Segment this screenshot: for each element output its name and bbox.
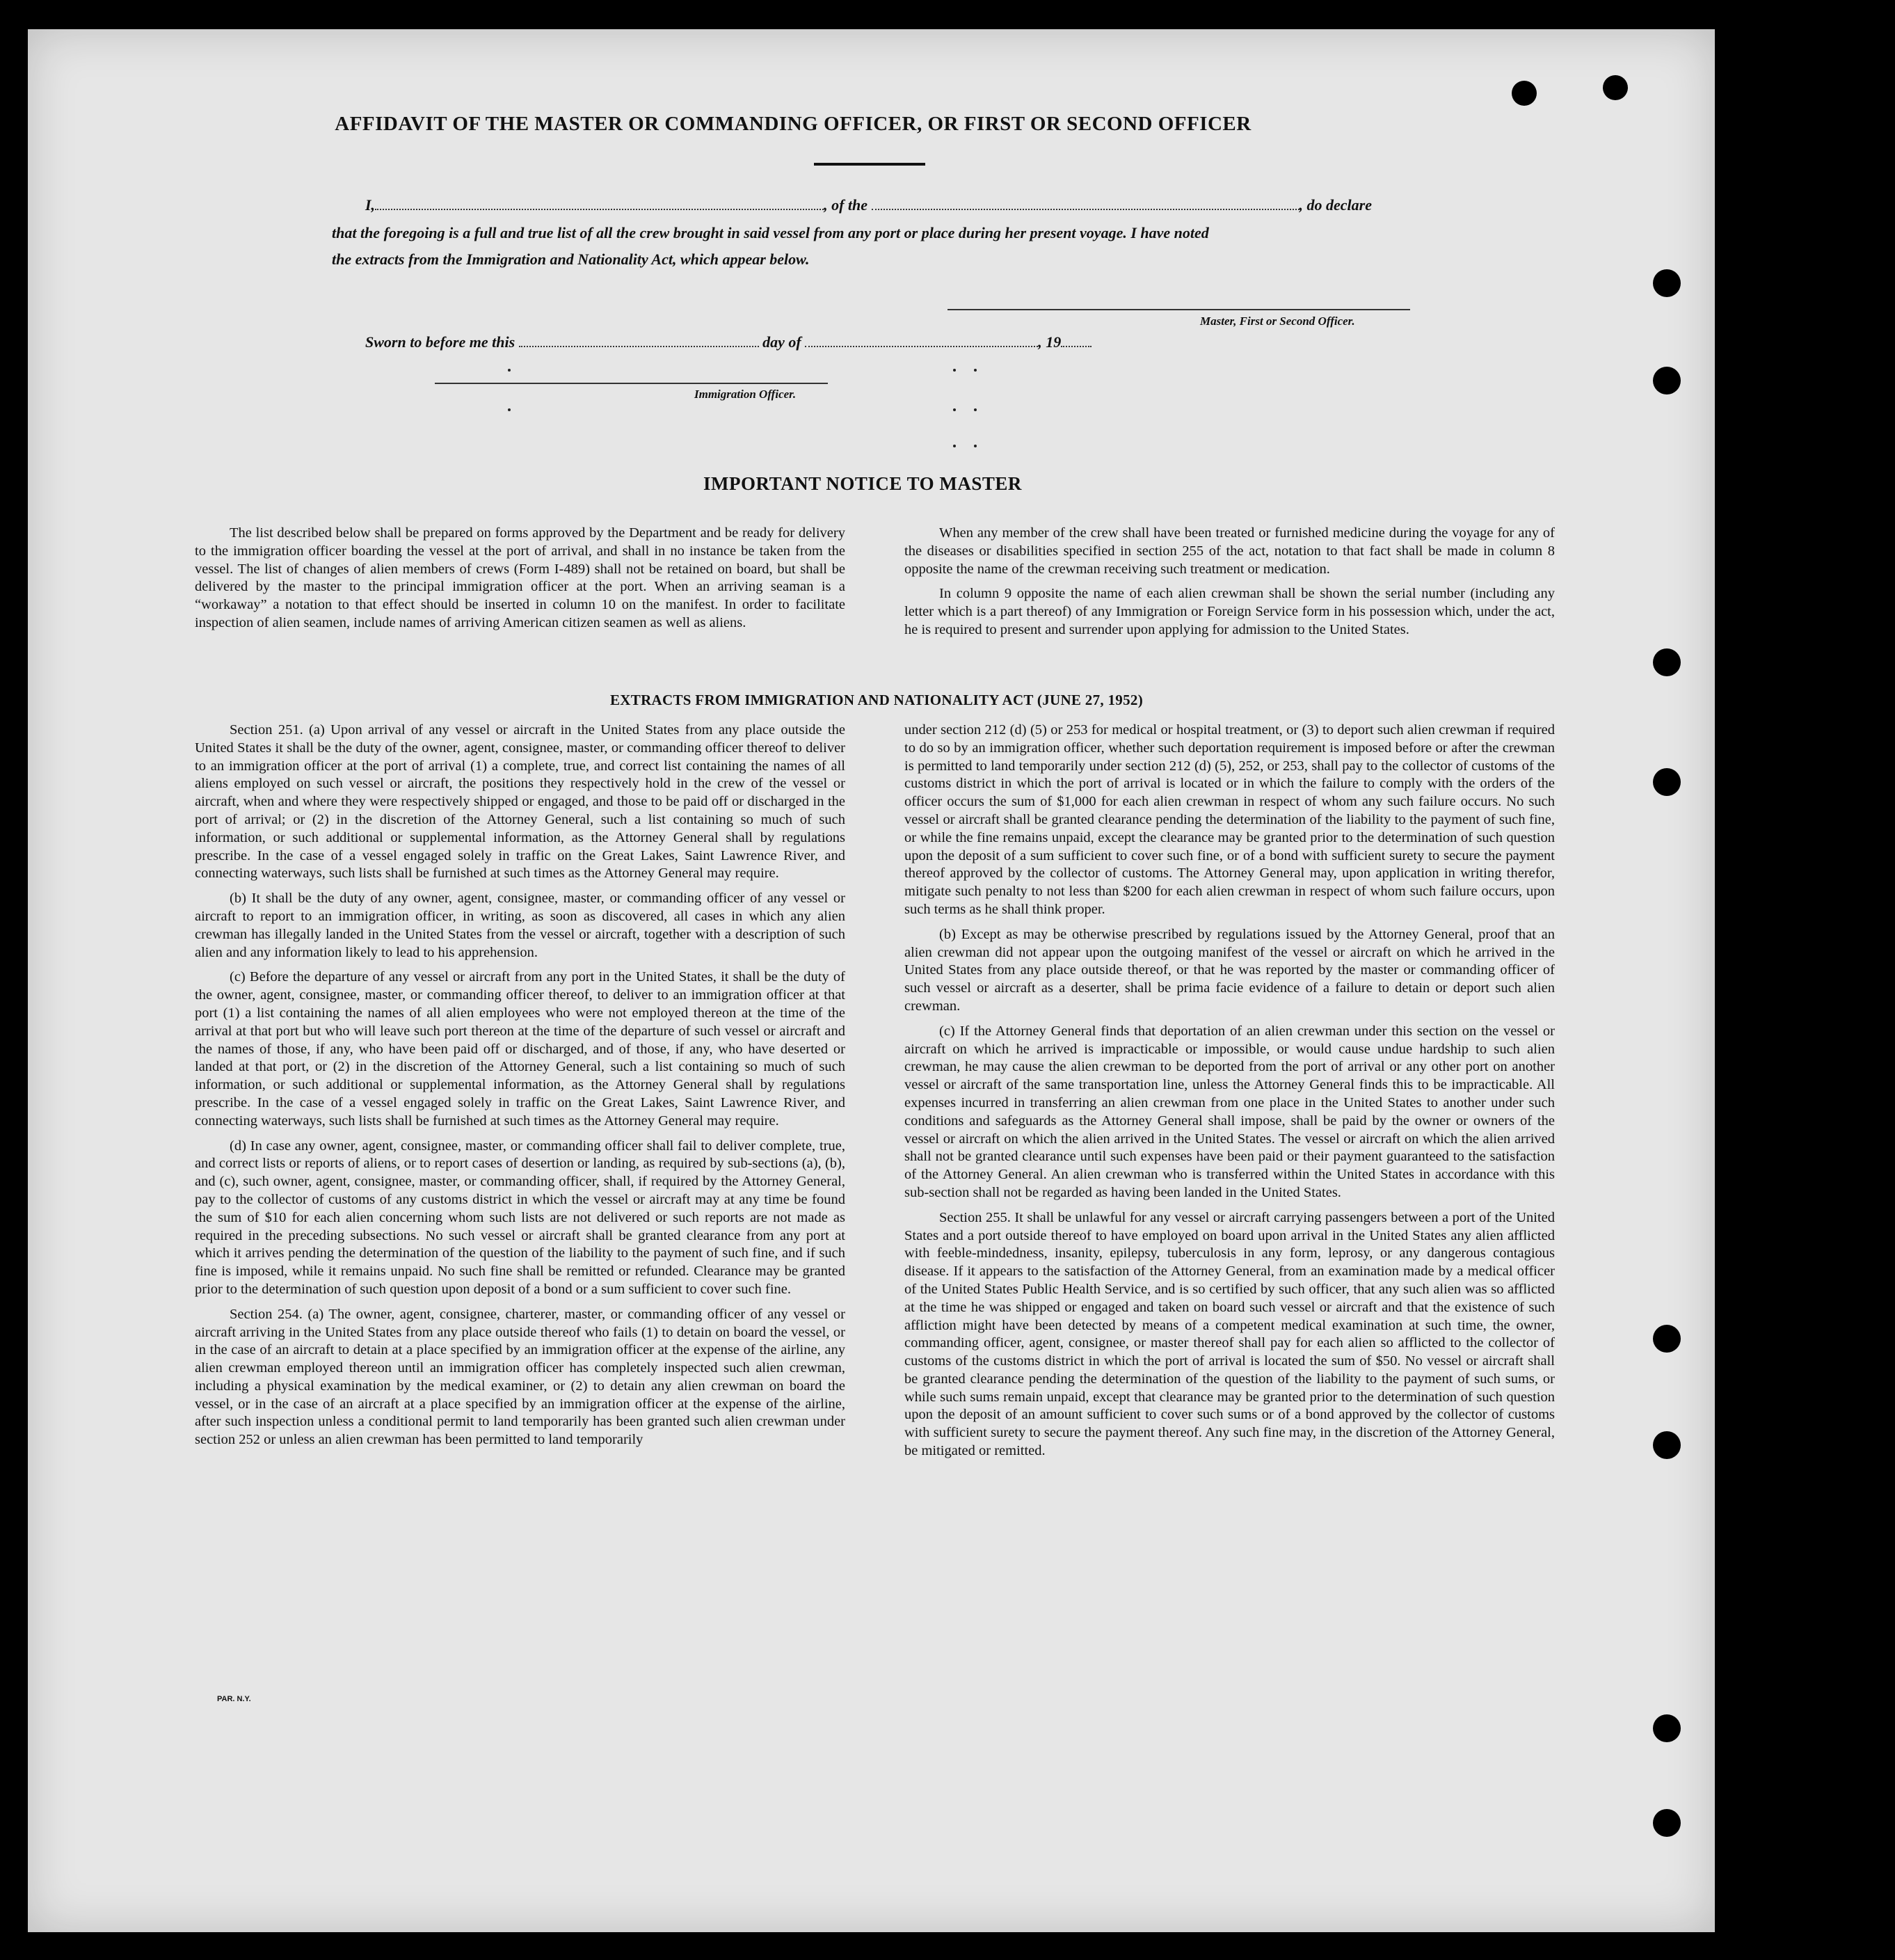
declaration-of-the: , of the [824,196,868,214]
sworn-prefix: Sworn to before me this [365,333,515,351]
notice-right-paragraph-1: When any member of the crew shall have been treated or furnished medicine during the voyage for any of the diseases or disabilities specified in section 255 of the act, notation to that fact shall be made in column 8 opposite the name of the crewman receiving such treatment or medication. [904,525,1555,577]
speck [974,445,977,447]
affidavit-title: AFFIDAVIT OF THE MASTER OR COMMANDING OFFICER, OR FIRST OR SECOND OFFICER [335,113,1252,135]
officer-caption: Immigration Officer. [694,388,797,401]
binder-hole-icon [1603,75,1628,100]
declaration-line-2: that the foregoing is a full and true list of all the crew brought in said vessel from any port or place during her present voyage. I have noted [332,224,1209,241]
extracts-right-column [904,722,1555,1467]
binder-hole-icon [1653,1714,1681,1742]
notice-left-column [195,525,845,639]
name-field[interactable] [375,196,824,210]
sworn-day-field[interactable] [519,333,759,347]
speck [974,408,977,411]
master-caption: Master, First or Second Officer. [1200,314,1355,328]
sworn-day-of: day of [762,333,801,351]
extracts-title: EXTRACTS FROM IMMIGRATION AND NATIONALITY ACT (JUNE 27, 1952) [610,692,1143,708]
binder-hole-icon [1653,1431,1681,1459]
binder-hole-icon [1653,367,1681,395]
master-signature-line[interactable] [948,309,1410,310]
notice-left-paragraph: The list described below shall be prepared on forms approved by the Department and be ready for delivery to the immigration officer boarding the vessel at the port of arrival, and shall in no instance be taken from the vessel. The list of changes of alien members of crews (Form I-489) shall not be retained on board, but shall be delivered by the master to the principal immigration officer at the port. When an arriving seaman is a “workaway” a notation to that effect should be inserted in column 10 on the manifest. In order to facilitate inspection of alien seamen, include names of arriving American citizen seamen as well as aliens. [195,525,845,630]
speck [953,408,956,411]
extracts-left-column [195,722,845,1456]
printer-mark: PAR. N.Y. [217,1695,251,1703]
binder-hole-icon [1653,1325,1681,1353]
declaration-line-3: the extracts from the Immigration and Nationality Act, which appear below. [332,250,810,268]
binder-hole-icon [1653,768,1681,796]
sworn-year: , 19 [1038,333,1062,351]
binder-hole-icon [1653,1809,1681,1837]
section-251-c: (c) Before the departure of any vessel or aircraft from any port in the United States, it shall be the duty of the owner, agent, consignee, master, or commanding officer thereof, to deliver to an immigration officer at that port (1) a list containing the names of all alien employees who were not employed thereon at the time of the arrival at that port but who will leave such port thereon at the time of the departure of such vessel or aircraft and the names of those, if any, who have been paid off or discharged, and of those, if any, who have deserted or landed at that port, or (2) in the discretion of the Attorney General, such a list containing so much of such information, or such additional or supplemental information, as the Attorney General shall by regulations prescribe. In the case of a vessel engaged solely in traffic on the Great Lakes, Saint Lawrence River, and connecting waterways, such lists shall be furnished at such times as the Attorney General may require. [195,969,845,1129]
sworn-month-field[interactable] [805,333,1038,347]
speck [508,369,511,372]
declaration-line-1 [365,196,1372,214]
section-251-b: (b) It shall be the duty of any owner, agent, consignee, master, or commanding officer of any vessel or aircraft to report to an immigration officer, in writing, as soon as discovered, all cases in which any alien crewman has illegally landed in the United States from the vessel or aircraft, together with a description of such alien and any information likely to lead to his apprehension. [195,891,845,960]
section-255: Section 255. It shall be unlawful for any vessel or aircraft carrying passengers between a port of the United States and a port outside thereof to have employed on board upon arrival in the United States any alien afflicted with feeble-mindedness, insanity, epilepsy, tuberculosis in any form, leprosy, or any dangerous contagious disease. If it appears to the satisfaction of the Attorney General, from an examination made by a medical officer of the United States Public Health Service, and is so certified by such officer, that any such alien was so afflicted at the time he was shipped or engaged and taken on board such vessel or aircraft and that the existence of such affliction might have been detected by means of a competent medical examination at such time, the owner, commanding officer, agent, consignee, or master thereof shall pay for each alien so afflicted to the collector of customs of the customs district in which the port of arrival is located the sum of $50. No vessel or aircraft shall be granted clearance pending the determination of the question of the liability to the payment of such sums, or while such sums remain unpaid, except that clearance may be granted prior to the determination of such question upon the deposit of an amount sufficient to cover such sums or of a bond approved by the collector of customs with sufficient surety to secure the payment thereof. Any such fine may, in the discretion of the Attorney General, be mitigated or remitted. [904,1209,1555,1459]
notice-right-paragraph-2: In column 9 opposite the name of each alien crewman shall be shown the serial number (including any letter which is a part thereof) of any Immigration or Foreign Service form in his possession which, under the act, he is required to present and surrender upon applying for admission to the United States. [904,586,1555,637]
section-254-a-continued: under section 212 (d) (5) or 253 for medical or hospital treatment, or (3) to deport such alien crewman if required to do so by an immigration officer, whether such deportation requirement is imposed before or after the crewman is permitted to land temporarily under section 212 (d) (5), 252, or 253, shall pay to the collector of customs of the customs district in which the port of arrival is located or in which the failure to comply with the orders of the officer occurs the sum of $1,000 for each alien crewman in respect of whom any such failure occurs. No such vessel or aircraft shall be granted clearance pending the determination of the liability to the payment of such fine, or while the fine remains unpaid, except the clearance may be granted prior to the determination of such question upon the deposit of a sum sufficient to cover such fine, or of a bond with sufficient surety to secure the payment thereof approved by the collector of customs. The Attorney General may, upon application in writing therefor, mitigate such penalty to not less than $200 for each alien crewman in respect of whom such failure occurs, upon such terms as he shall think proper. [904,722,1555,917]
binder-hole-icon [1653,648,1681,676]
section-254-c: (c) If the Attorney General finds that deportation of an alien crewman under this section on the vessel or aircraft on which he arrived is impracticable or impossible, or would cause undue hardship to such alien crewman, he may cause the alien crewman to be deported from the port of arrival or any other port on another vessel or aircraft of the same transportation line, unless the Attorney General finds this to be impracticable. All expenses incurred in transferring an alien crewman from one place in the United States to another under such conditions and safeguards as the Attorney General shall impose, shall be paid by the owner or owners of the vessel or aircraft on which the alien arrived in the United States. The vessel or aircraft on which the alien arrived shall not be granted clearance until such expenses have been paid or their payment guaranteed to the satisfaction of the Attorney General. An alien crewman who is transferred within the United States in accordance with this sub-section shall not be regarded as having been landed in the United States. [904,1023,1555,1200]
binder-hole-icon [1512,81,1537,106]
document-page [28,29,1715,1932]
declaration-do-declare: , do declare [1299,196,1372,214]
notice-title: IMPORTANT NOTICE TO MASTER [703,473,1022,494]
notice-right-column [904,525,1555,646]
officer-signature-line[interactable] [435,383,828,384]
sworn-year-field[interactable] [1061,333,1092,347]
speck [508,408,511,411]
declaration-i: I, [365,196,376,214]
section-251-a: Section 251. (a) Upon arrival of any vessel or aircraft in the United States from any place outside the United States it shall be the duty of the owner, agent, consignee, master, or commanding officer thereof to deliver to an immigration officer at the port of arrival (1) a complete, true, and correct list containing the names of all aliens employed on such vessel or aircraft, the positions they respectively hold in the crew of the vessel or aircraft, when and where they were respectively shipped or engaged, and those to be paid off or discharged in the port of arrival; or (2) in the discretion of the Attorney General, such a list containing so much of such information, or such additional or supplemental information, as the Attorney General shall by regulations prescribe. In the case of a vessel engaged solely in traffic on the Great Lakes, Saint Lawrence River, and connecting waterways, such lists shall be furnished at such times as the Attorney General may require. [195,722,845,882]
vessel-field[interactable] [872,196,1300,210]
binder-hole-icon [1653,269,1681,297]
speck [953,369,956,372]
speck [974,369,977,372]
section-254-b: (b) Except as may be otherwise prescribed by regulations issued by the Attorney General, proof that an alien crewman did not appear upon the outgoing manifest of the vessel or aircraft on which he arrived in the United States from any place outside thereof, or that he was reported by the master or commanding officer of such vessel or aircraft as a deserter, shall be prima facie evidence of a failure to detain or deport such alien crewman. [904,926,1555,1014]
section-254-a: Section 254. (a) The owner, agent, consignee, charterer, master, or commanding officer of any vessel or aircraft arriving in the United States from any place outside thereof who fails (1) to detain on board the vessel, or in the case of an aircraft to detain at a place specified by an immigration officer at the expense of the airline, any alien crewman employed thereon until an immigration officer has completely inspected such alien crewman, including a physical examination by the medical examiner, or (2) to detain any alien crewman on board the vessel, or in the case of an aircraft at a place specified by an immigration officer at the expense of the airline, after such inspection unless a conditional permit to land temporarily has been granted such alien crewman under section 252 or unless an alien crewman has been permitted to land temporarily [195,1306,845,1448]
title-divider [814,163,925,166]
speck [953,445,956,447]
section-251-d: (d) In case any owner, agent, consignee, master, or commanding officer shall fail to deliver complete, true, and correct lists or reports of aliens, or to report cases of desertion or landing, as required by sub-sections (a), (b), and (c), such owner, agent, consignee, master, or commanding officer, shall, if required by the Attorney General, pay to the collector of customs of any customs district in which the vessel or aircraft may at any time be found the sum of $10 for each alien concerning whom such lists are not delivered or such reports are not made as required in the preceding subsections. No such vessel or aircraft shall be granted clearance from any port at which it arrives pending the determination of the question of the liability to the payment of such fine, and if such fine is imposed, while it remains unpaid. No such fine shall be remitted or refunded. Clearance may be granted prior to the determination of such question upon deposit of a bond or a sum sufficient to cover such fine. [195,1138,845,1297]
sworn-line [365,333,1092,351]
